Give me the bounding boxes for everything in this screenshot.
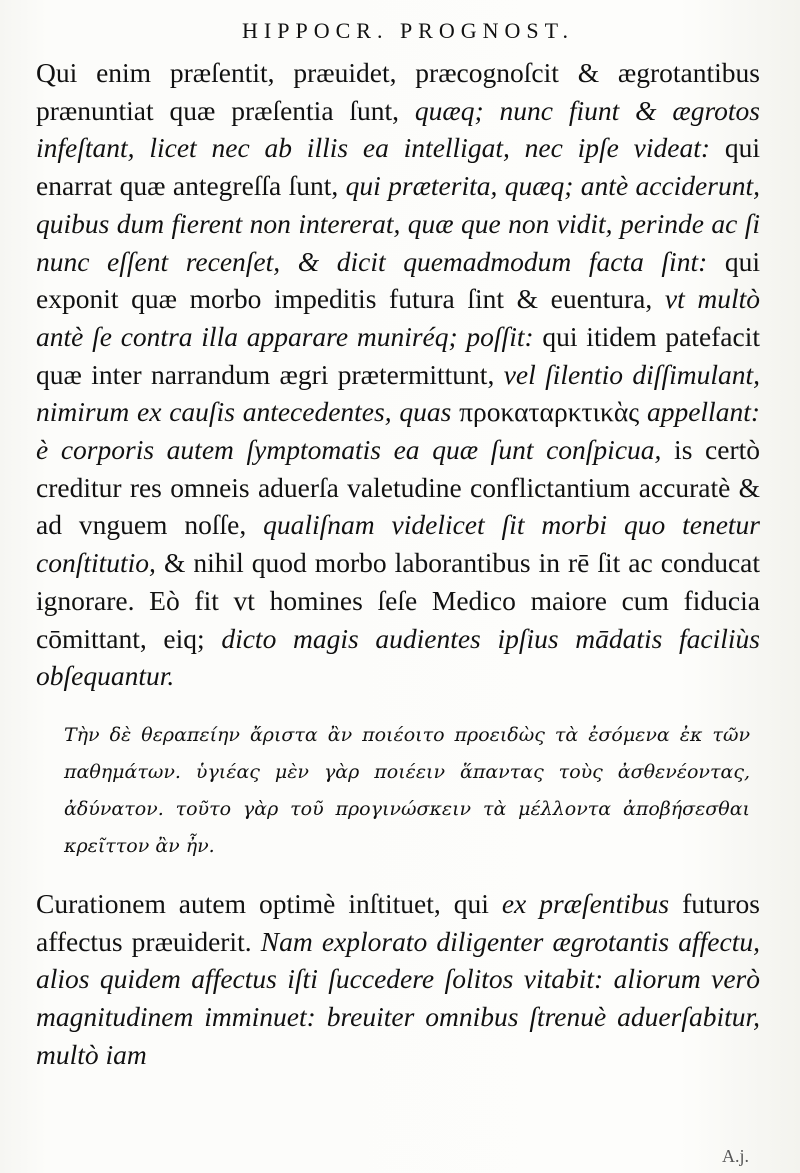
text-run: Curationem autem optimè inſtituet, qui	[36, 887, 502, 919]
text-run: qui itidem patefacit quæ inter narrandum ægri prætermittunt,	[36, 320, 760, 390]
text-run: Qui enim præſentit, præuidet, præcognoſcit & ægrotantibus prænuntiat quæ præſentia ſunt,	[36, 57, 760, 126]
text-run: qui exponit quæ morbo impeditis futura ſint & euentura,	[36, 245, 760, 315]
text-run: προκαταρκτικὰς	[451, 396, 647, 428]
running-head: HIPPOCR. PROGNOST.	[242, 18, 574, 43]
text-run: Nam explorato diligenter ægrotantis affectu, alios quidem affectus iſti ſuccedere ſolitos vitabit: aliorum verò magnitudinem imminuet: breuiter omnibus ſtrenuè aduerſabitur, multò iam	[36, 925, 760, 1070]
text-run: dicto magis audientes ipſius mādatis faciliùs obſequantur.	[36, 622, 760, 692]
text-block	[36, 54, 760, 1073]
text-run: is certò creditur res omneis aduerſa valetudine conflictantium accuratè & ad vnguem noſſe,	[36, 434, 760, 541]
paragraph-latin-2	[36, 885, 760, 1074]
text-run: futuros affectus præuiderit.	[36, 887, 760, 957]
paragraph-latin-1	[36, 54, 760, 695]
paragraph-greek: Τὴν δὲ θεραπείην ἄριστα ἂν ποιέοιτο προειδὼς τὰ ἐσόμενα ἐκ τῶν παθημάτων. ὑγιέας μὲν γὰρ ποιέειν ἅπαντας τοὺς ἀσθενέοντας, ἀδύνατον. τοῦτο γὰρ τοῦ προγινώσκειν τὰ μέλλοντα ἀποβήσεσθαι κρεῖττον ἂν ἦν.	[64, 723, 750, 857]
text-run: qui enarrat quæ antegreſſa ſunt,	[36, 132, 761, 202]
text-run: vel ſilentio diſſimulant, nimirum ex cauſis antecedentes, quas	[36, 358, 760, 428]
text-run: & nihil quod morbo laborantibus in rē ſit ac conducat ignorare. Eò fit vt homines ſeſe Medico maiore cum fiducia cōmittant, eiq;	[36, 547, 760, 654]
text-run: vt multò antè ſe contra illa apparare muniréq; poſſit:	[36, 283, 760, 352]
text-run: qui præterita, quæq; antè acciderunt, quibus dum fierent non intererat, quæ que non vidit, perinde ac ſi nunc eſſent recenſet, & dicit quemadmodum facta ſint:	[36, 170, 760, 277]
text-run: ex præſentibus	[501, 887, 670, 919]
signature-mark: A.j.	[722, 1146, 749, 1166]
text-run: appellant: è corporis autem ſymptomatis ea quæ ſunt conſpicua,	[36, 396, 760, 466]
text-run: qualiſnam videlicet ſit morbi quo tenetur conſtitutio,	[36, 509, 760, 579]
text-run: quæq; nunc fiunt & ægrotos infeſtant, licet nec ab illis ea intelligat, nec ipſe videat:	[36, 94, 760, 164]
